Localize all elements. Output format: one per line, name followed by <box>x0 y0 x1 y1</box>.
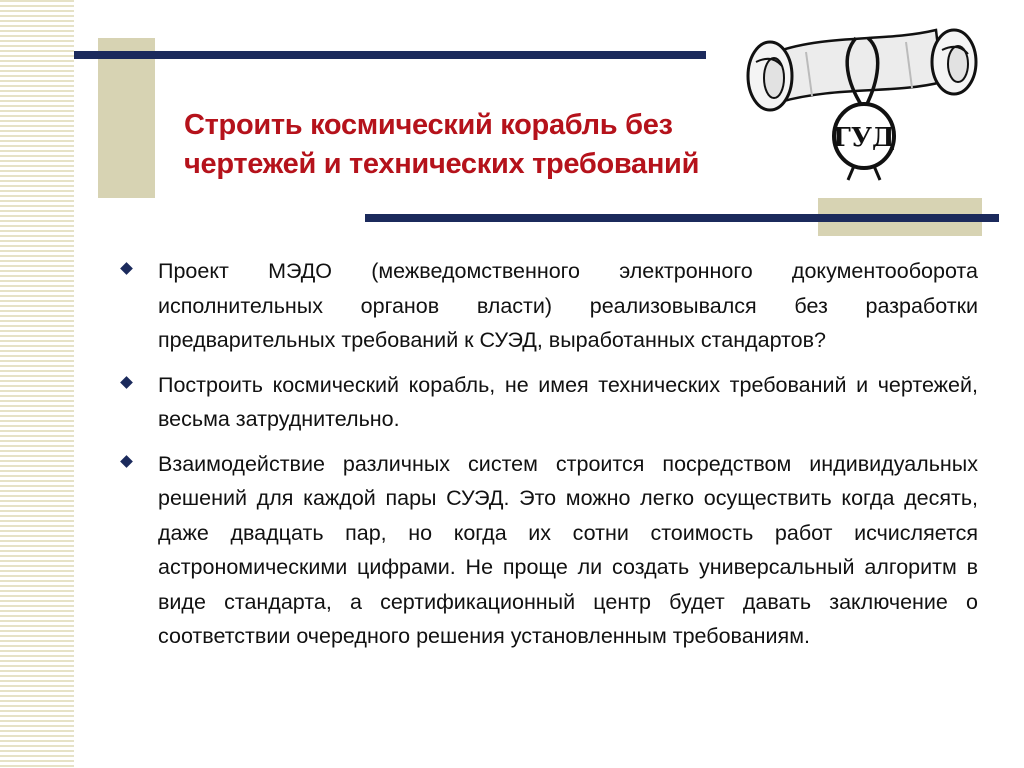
decorative-block-left <box>98 38 155 198</box>
bullet-item <box>120 368 978 437</box>
slide-title <box>184 106 744 184</box>
decorative-stripes <box>0 0 74 768</box>
slide-title-line-2: чертежей и технических требований <box>184 148 700 180</box>
bullet-item <box>120 254 978 358</box>
bullet-text: Проект МЭДО (межведомственного электронного документооборота исполнительных органов власти) реализовывался без разработки предварительных требований к СУЭД, выработанных стандартов? <box>158 259 978 352</box>
seal-text: ГУД <box>832 123 896 153</box>
diamond-bullet-icon <box>120 262 133 275</box>
diamond-bullet-icon <box>120 455 133 468</box>
scroll-seal-icon <box>736 12 996 182</box>
diamond-bullet-icon <box>120 376 133 389</box>
bottom-divider-line <box>365 214 999 222</box>
top-divider-line <box>74 51 706 59</box>
slide-title-line-1: Строить космический корабль без <box>184 109 673 141</box>
bullet-list <box>120 254 978 664</box>
bullet-item <box>120 447 978 654</box>
bullet-text: Взаимодействие различных систем строится посредством индивидуальных решений для каждой пары СУЭД. Это можно легко осуществить когда десять, даже двадцать пар, но когда их сотни стоимость работ исчисляется астрономическими цифрами. Не проще ли создать универсальный алгоритм в виде стандарта, а сертификационный центр будет давать заключение о соответствии очередного решения установленным требованиям. <box>158 451 978 648</box>
bullet-text: Построить космический корабль, не имея технических требований и чертежей, весьма затруднительно. <box>158 372 978 431</box>
